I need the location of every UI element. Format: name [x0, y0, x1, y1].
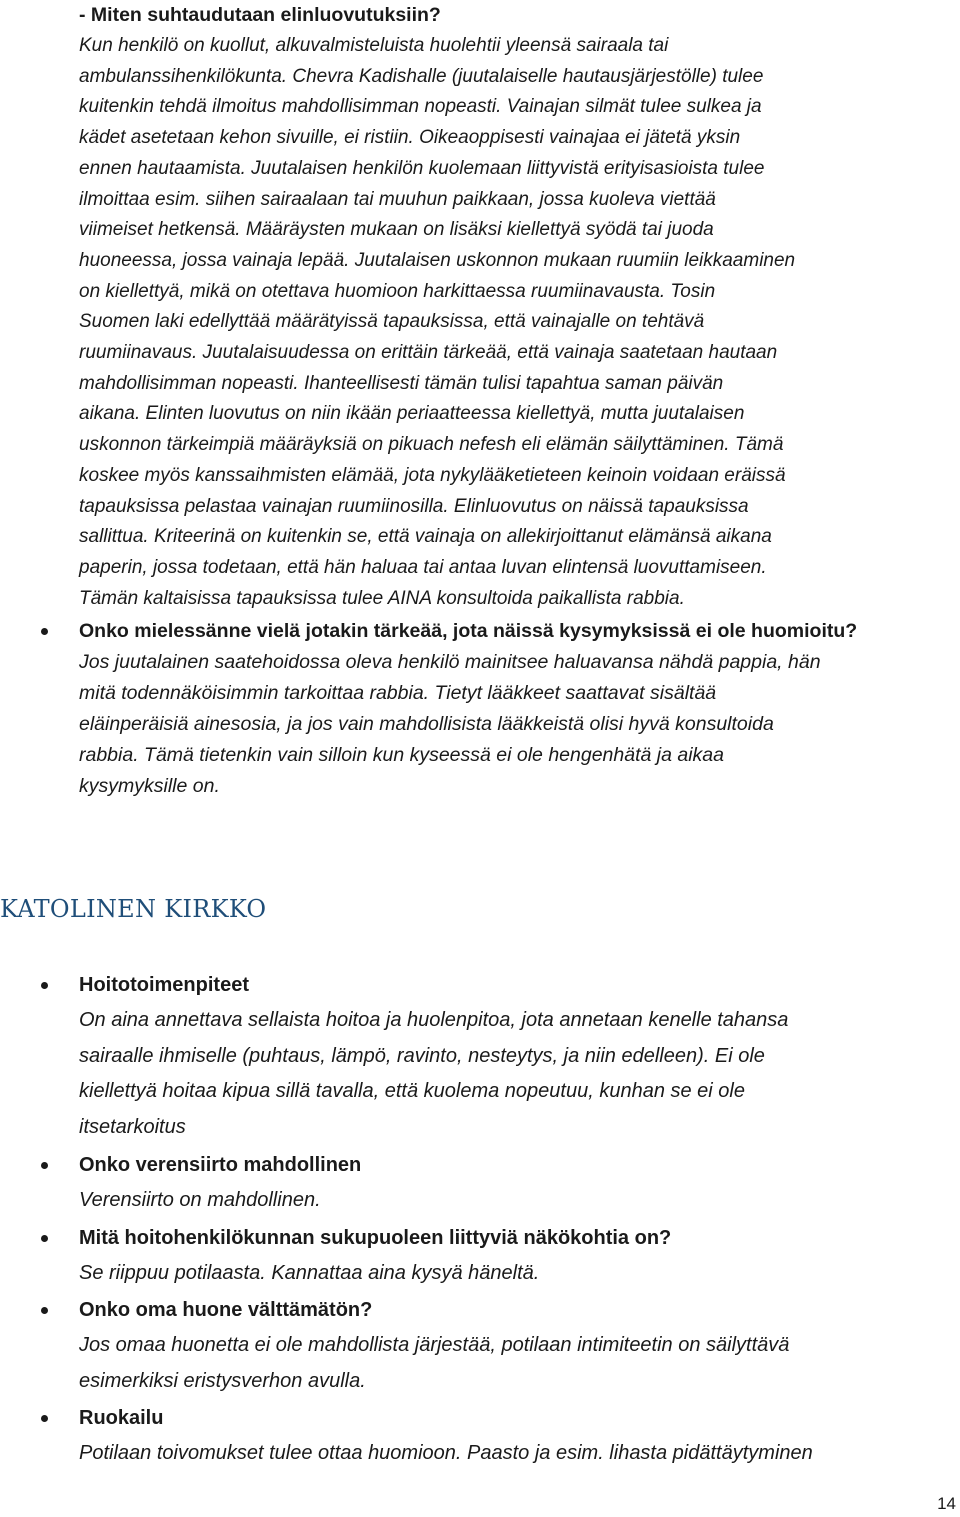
answer-paragraph: [79, 647, 957, 802]
answer-paragraph: [79, 1003, 957, 1145]
answer-line: mahdollisimman nopeasti. Ihanteellisesti tämän tulisi tapahtua saman päivän: [79, 372, 724, 394]
answer-line: ennen hautaamista. Juutalaisen henkilön kuolemaan liittyvistä erityisasioista tulee: [79, 157, 765, 179]
answer-line: kysymyksille on.: [79, 775, 220, 797]
bullet-icon: [41, 628, 48, 635]
answer-line: Verensiirto on mahdollinen.: [79, 1189, 321, 1211]
answer-line: Se riippuu potilaasta. Kannattaa aina kysyä häneltä.: [79, 1262, 540, 1284]
care-measures-item: [79, 967, 957, 1145]
answer-line: rabbia. Tämä tietenkin vain silloin kun kyseessä ei ole hengenhätä ja aikaa: [79, 744, 724, 766]
answer-paragraph: [79, 31, 957, 614]
answer-line: Tämän kaltaisissa tapauksissa tulee AINA konsultoida paikallista rabbia.: [79, 587, 685, 609]
answer-line: Jos omaa huonetta ei ole mahdollista järjestää, potilaan intimiteetin on säilyttävä: [79, 1334, 790, 1356]
answer-line: viimeiset hetkensä. Määräysten mukaan on lisäksi kiellettyä syödä tai juoda: [79, 219, 714, 241]
question-heading: Ruokailu: [79, 1407, 164, 1429]
answer-line: uskonnon tärkeimpiä määräyksiä on pikuach nefesh eli elämän säilyttäminen. Tämä: [79, 434, 784, 456]
answer-line: esimerkiksi eristysverhon avulla.: [79, 1369, 366, 1392]
answer-line: Potilaan toivomukset tulee ottaa huomioon. Paasto ja esim. lihasta pidättäytyminen: [79, 1442, 813, 1464]
extra-considerations-item: [79, 616, 957, 802]
answer-line: On aina annettava sellaista hoitoa ja huolenpitoa, jota annetaan kenelle tahansa: [79, 1009, 789, 1031]
answer-line: mitä todennäköisimmin tarkoittaa rabbia. Tietyt lääkkeet saattavat sisältää: [79, 682, 717, 704]
answer-line: koskee myös kanssaihmisten elämää, jota nykylääketieteen keinoin voidaan eräissä: [79, 464, 786, 486]
own-room-item: [79, 1292, 957, 1399]
question-heading: Hoitotoimenpiteet: [79, 974, 249, 996]
answer-line: kiellettyä hoitaa kipua sillä tavalla, että kuolema nopeutuu, kunhan se ei ole: [79, 1080, 745, 1102]
organ-donation-section: [79, 0, 957, 614]
answer-line: ilmoittaa esim. siihen sairaalaan tai muuhun paikkaan, jossa kuoleva viettää: [79, 188, 716, 210]
answer-line: Suomen laki edellyttää määrätyissä tapauksissa, että vainajalle on tehtävä: [79, 311, 705, 333]
answer-line: kuitenkin tehdä ilmoitus mahdollisimman nopeasti. Vainajan silmät tulee sulkea ja: [79, 96, 762, 118]
answer-line: huoneessa, jossa vainaja lepää. Juutalaisen uskonnon mukaan ruumiin leikkaaminen: [79, 249, 796, 271]
answer-paragraph: [79, 1256, 957, 1292]
question-heading: Onko oma huone välttämätön?: [79, 1299, 373, 1321]
answer-paragraph: [79, 1436, 957, 1472]
answer-paragraph: [79, 1328, 957, 1399]
question-heading: - Miten suhtaudutaan elinluovutuksiin?: [79, 4, 441, 26]
bullet-icon: [41, 1415, 48, 1422]
bullet-icon: [41, 1307, 48, 1314]
staff-gender-item: [79, 1220, 957, 1292]
blood-transfusion-item: [79, 1147, 957, 1219]
answer-line: aikana. Elinten luovutus on niin ikään periaatteessa kiellettyä, mutta juutalaisen: [79, 403, 745, 425]
answer-line: eläinperäisiä ainesosia, ja jos vain mahdollisista lääkkeistä olisi hyvä konsultoida: [79, 713, 774, 735]
answer-line: ruumiinavaus. Juutalaisuudessa on erittäin tärkeää, että vainaja saatetaan hautaan: [79, 342, 778, 364]
bullet-icon: [41, 982, 48, 989]
answer-line: Kun henkilö on kuollut, alkuvalmisteluista huolehtii yleensä sairaala tai: [79, 35, 669, 56]
page-number: 14: [937, 1494, 956, 1513]
answer-line: Jos juutalainen saatehoidossa oleva henkilö mainitsee haluavansa nähdä pappia, hän: [79, 651, 821, 673]
answer-line: on kiellettyä, mikä on otettava huomioon harkittaessa ruumiinavausta. Tosin: [79, 280, 716, 302]
bullet-icon: [41, 1162, 48, 1169]
answer-line: paperin, jossa todetaan, että hän haluaa tai antaa luvan elintensä luovuttamiseen.: [79, 556, 767, 578]
section-heading: KATOLINEN KIRKKO: [0, 895, 267, 923]
answer-paragraph: [79, 1183, 957, 1219]
answer-line: kädet asetetaan kehon sivuille, ei ristiin. Oikeaoppisesti vainajaa ei jätetä yksin: [79, 127, 741, 149]
bullet-icon: [41, 1235, 48, 1242]
question-heading: Onko verensiirto mahdollinen: [79, 1154, 362, 1176]
question-heading: Onko mielessänne vielä jotakin tärkeää, jota näissä kysymyksissä ei ole huomioitu?: [79, 620, 858, 642]
answer-line: tapauksissa pelastaa vainajan ruumiinosilla. Elinluovutus on näissä tapauksissa: [79, 495, 749, 517]
question-heading: Mitä hoitohenkilökunnan sukupuoleen liittyviä näkökohtia on?: [79, 1227, 672, 1249]
answer-line: ambulanssihenkilökunta. Chevra Kadishalle (juutalaiselle hautausjärjestölle) tulee: [79, 65, 764, 87]
answer-line: itsetarkoitus: [79, 1115, 186, 1138]
meals-item: [79, 1400, 957, 1472]
answer-line: sairaalle ihmiselle (puhtaus, lämpö, ravinto, nesteytys, ja niin edelleen). Ei ole: [79, 1044, 765, 1067]
answer-line: sallittua. Kriteerinä on kuitenkin se, että vainaja on allekirjoittanut elämänsä aikana: [79, 526, 772, 548]
